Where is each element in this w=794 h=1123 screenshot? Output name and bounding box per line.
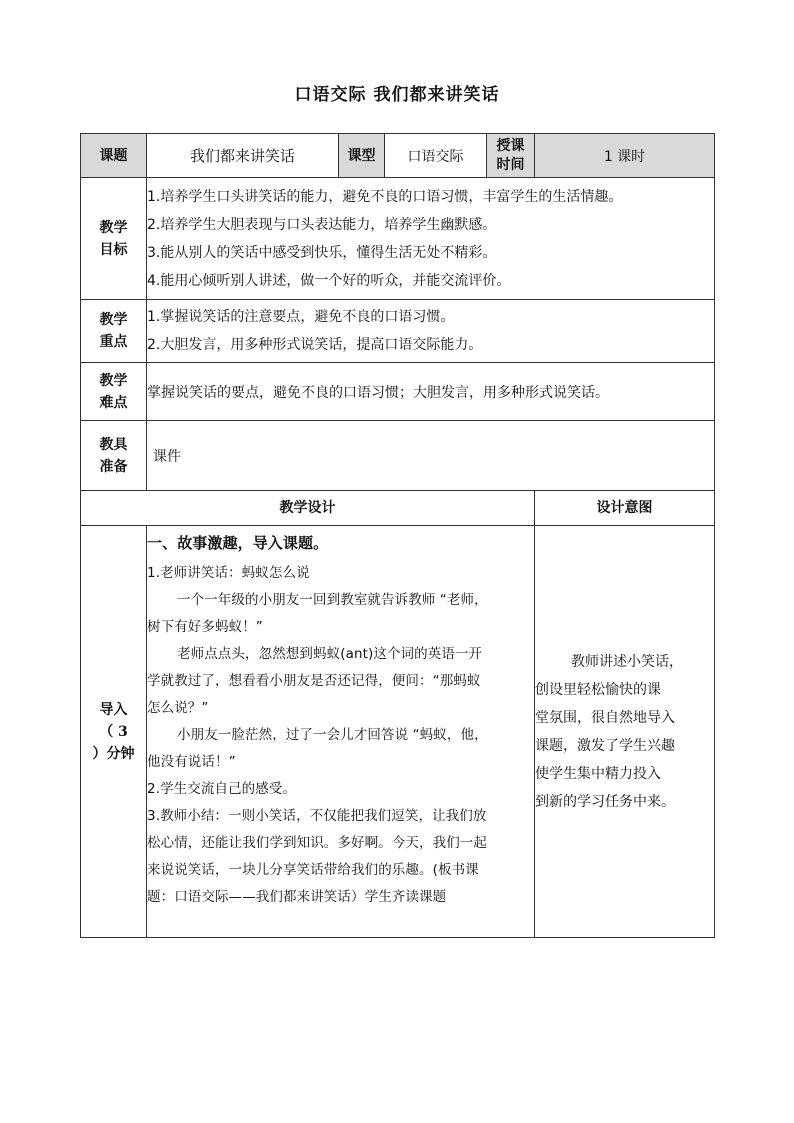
design-line: 松心情，还能让我们学到知识。多好啊。今天，我们一起: [147, 835, 487, 851]
phase-label: [81, 526, 147, 938]
design-line: 2.学生交流自己的感受。: [147, 781, 297, 797]
objectives-label-line-2: 目标: [99, 241, 128, 258]
design-line: 来说说笑话，一块儿分享笑话带给我们的乐趣。(板书课: [147, 862, 479, 878]
design-line: 3.教师小结：一则小笑话，不仅能把我们逗笑，让我们放: [147, 808, 487, 824]
objectives-row: [81, 178, 715, 300]
objectives-label: [81, 178, 147, 300]
design-line: 小朋友一脸茫然，过了一会儿才回答说 “蚂蚁，他，: [177, 727, 488, 743]
materials-row: [81, 421, 715, 491]
key-points-content: [147, 300, 715, 363]
difficulties-label: [81, 363, 147, 421]
time-label-line-2: 时间: [496, 156, 525, 173]
intent-line: 到新的学习任务中来。: [535, 793, 675, 810]
objective-item: 4.能用心倾听别人讲述，做一个好的听众，并能交流评价。: [147, 272, 511, 289]
section-heading: 一、故事激趣，导入课题。: [147, 534, 329, 552]
objective-item: 2.培养学生大胆表现与口头表达能力，培养学生幽默感。: [147, 216, 497, 233]
page-title: 口语交际 我们都来讲笑话: [294, 85, 500, 105]
intent-line: 堂氛围，很自然地导入: [535, 709, 675, 726]
difficulties-label-line-2: 难点: [99, 394, 128, 411]
design-line: 1.老师讲笑话：蚂蚁怎么说: [147, 565, 310, 581]
materials-label-line-2: 准备: [99, 458, 128, 475]
key-points-label-line-2: 重点: [99, 334, 128, 350]
key-points-label: [81, 300, 147, 363]
intent-line: 教师讲述小笑话，: [571, 653, 683, 670]
time-label: [487, 134, 535, 178]
key-point-item: 1.掌握说笑话的注意要点，避免不良的口语习惯。: [147, 309, 455, 325]
intent-header: 设计意图: [535, 491, 715, 526]
materials-label-line-1: 教具: [99, 436, 128, 453]
design-line: 他没有说话！”: [147, 754, 236, 770]
phase-label-line-3: ）分钟: [92, 745, 135, 762]
design-body-row: [81, 526, 715, 938]
intent-line: 使学生集中精力投入: [535, 765, 661, 782]
phase-label-line-1: 导入: [99, 701, 128, 718]
topic-label: 课题: [81, 134, 147, 178]
key-points-label-line-1: 教学: [99, 312, 128, 328]
objectives-content: [147, 178, 715, 300]
design-line: 老师点点头，忽然想到蚂蚁(ant)这个词的英语一开: [177, 646, 483, 662]
type-value: 口语交际: [385, 134, 487, 178]
info-row: [81, 134, 715, 178]
time-value: 1 课时: [535, 134, 715, 178]
design-line: 学就教过了，想看看小朋友是否还记得，便问：“那蚂蚁: [147, 673, 481, 689]
intent-line: 课题，激发了学生兴趣: [535, 737, 675, 754]
design-line: 树下有好多蚂蚁！”: [147, 619, 263, 635]
objective-item: 1.培养学生口头讲笑话的能力，避免不良的口语习惯，丰富学生的生活情趣。: [147, 188, 623, 205]
design-line: 一个一年级的小朋友一回到教室就告诉教师 “老师，: [177, 592, 488, 608]
design-header: 教学设计: [81, 491, 535, 526]
design-line: 怎么说？”: [147, 700, 209, 716]
lesson-plan-table: [80, 133, 715, 938]
type-label: 课型: [339, 134, 385, 178]
design-line: 题：口语交际——我们都来讲笑话）学生齐读课题: [147, 889, 447, 905]
objective-item: 3.能从别人的笑话中感受到快乐，懂得生活无处不精彩。: [147, 244, 497, 261]
key-point-item: 2.大胆发言，用多种形式说笑话，提高口语交际能力。: [147, 337, 483, 353]
time-label-line-1: 授课: [496, 137, 525, 154]
difficulties-row: [81, 363, 715, 421]
intent-content: [535, 526, 715, 938]
intent-line: 创设里轻松愉快的课: [535, 681, 661, 698]
design-content: [147, 526, 535, 938]
key-points-row: [81, 300, 715, 363]
design-header-row: [81, 491, 715, 526]
topic-value: 我们都来讲笑话: [147, 134, 339, 178]
difficulties-label-line-1: 教学: [99, 372, 128, 389]
phase-label-line-2: （ 3: [99, 723, 128, 740]
objectives-label-line-1: 教学: [99, 219, 128, 236]
materials-label: [81, 421, 147, 491]
difficulties-content: 掌握说笑话的要点，避免不良的口语习惯；大胆发言，用多种形式说笑话。: [147, 363, 715, 421]
materials-content: 课件: [147, 421, 715, 491]
